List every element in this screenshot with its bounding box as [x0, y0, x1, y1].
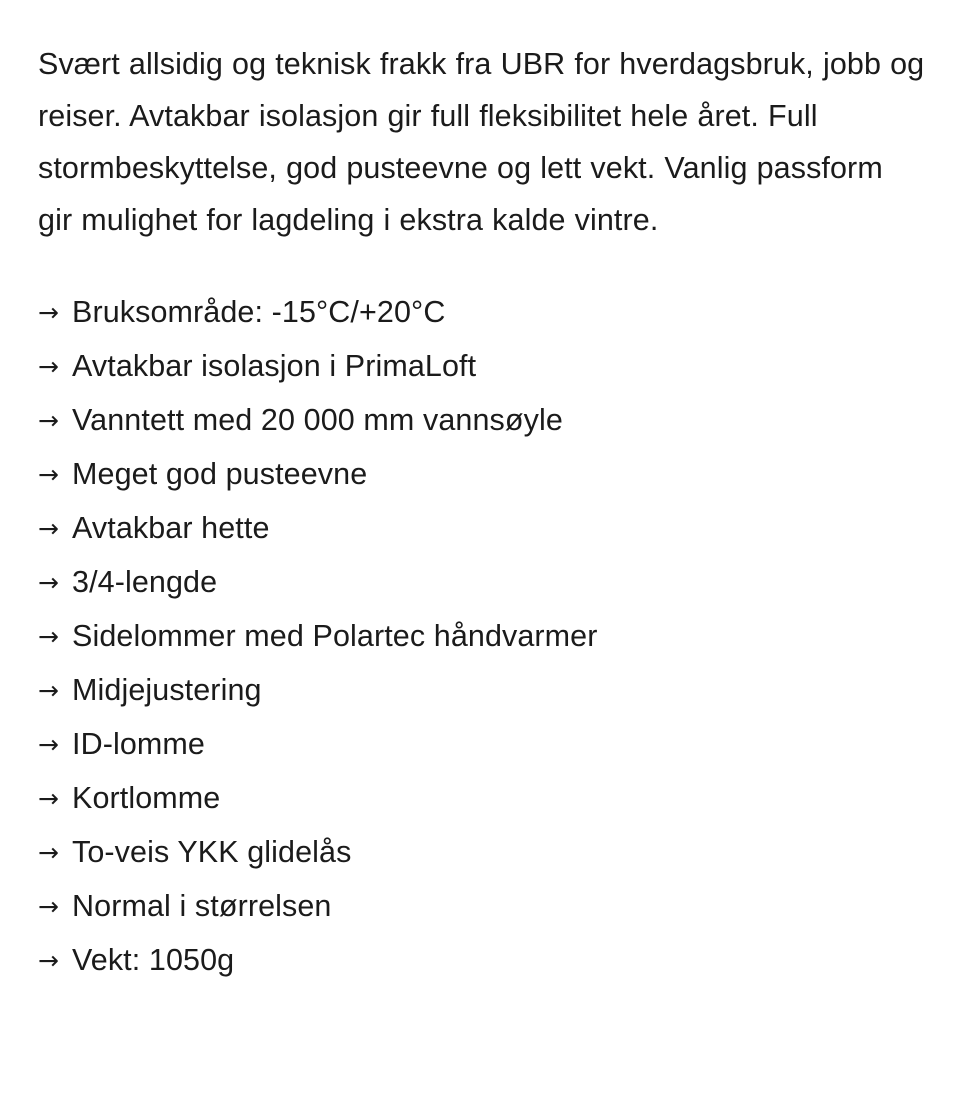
feature-item-label: Vanntett med 20 000 mm vannsøyle — [72, 403, 563, 437]
arrow-right-icon: → — [38, 892, 60, 921]
arrow-right-icon: → — [38, 352, 60, 381]
feature-item-label: Meget god pusteevne — [72, 457, 368, 491]
arrow-right-icon: → — [38, 676, 60, 705]
feature-item-label: Vekt: 1050g — [72, 943, 235, 977]
feature-list-item — [38, 556, 926, 610]
feature-item-label: To-veis YKK glidelås — [72, 835, 352, 869]
feature-list-item — [38, 772, 926, 826]
arrow-right-icon: → — [38, 568, 60, 597]
product-intro-paragraph: Svært allsidig og teknisk frakk fra UBR for hverdagsbruk, jobb og reiser. Avtakbar isolasjon gir full fleksibilitet hele året. Full stormbeskyttelse, god pusteevne og lett vekt. Vanlig passform gir mulighet for lagdeling i ekstra kalde vintre. — [38, 47, 925, 237]
feature-list-item — [38, 718, 926, 772]
feature-item-label: Midjejustering — [72, 673, 262, 707]
arrow-right-icon: → — [38, 838, 60, 867]
arrow-right-icon: → — [38, 514, 60, 543]
feature-item-label: Normal i størrelsen — [72, 889, 332, 923]
feature-list-item — [38, 394, 926, 448]
feature-list-item — [38, 934, 926, 988]
feature-item-label: Bruksområde: -15°C/+20°C — [72, 295, 446, 329]
feature-list-item — [38, 880, 926, 934]
feature-item-label: ID-lomme — [72, 727, 205, 761]
arrow-right-icon: → — [38, 784, 60, 813]
arrow-right-icon: → — [38, 730, 60, 759]
feature-list-item — [38, 826, 926, 880]
product-feature-list — [38, 286, 926, 988]
arrow-right-icon: → — [38, 460, 60, 489]
feature-item-label: Avtakbar isolasjon i PrimaLoft — [72, 349, 477, 383]
feature-list-item — [38, 610, 926, 664]
feature-item-label: Kortlomme — [72, 781, 221, 815]
feature-item-label: 3/4-lengde — [72, 565, 218, 599]
feature-list-item — [38, 286, 926, 340]
feature-list-item — [38, 448, 926, 502]
feature-list-item — [38, 664, 926, 718]
arrow-right-icon: → — [38, 946, 60, 975]
arrow-right-icon: → — [38, 406, 60, 435]
feature-item-label: Avtakbar hette — [72, 511, 270, 545]
feature-item-label: Sidelommer med Polartec håndvarmer — [72, 619, 598, 653]
feature-list-item — [38, 502, 926, 556]
arrow-right-icon: → — [38, 298, 60, 327]
feature-list-item — [38, 340, 926, 394]
arrow-right-icon: → — [38, 622, 60, 651]
